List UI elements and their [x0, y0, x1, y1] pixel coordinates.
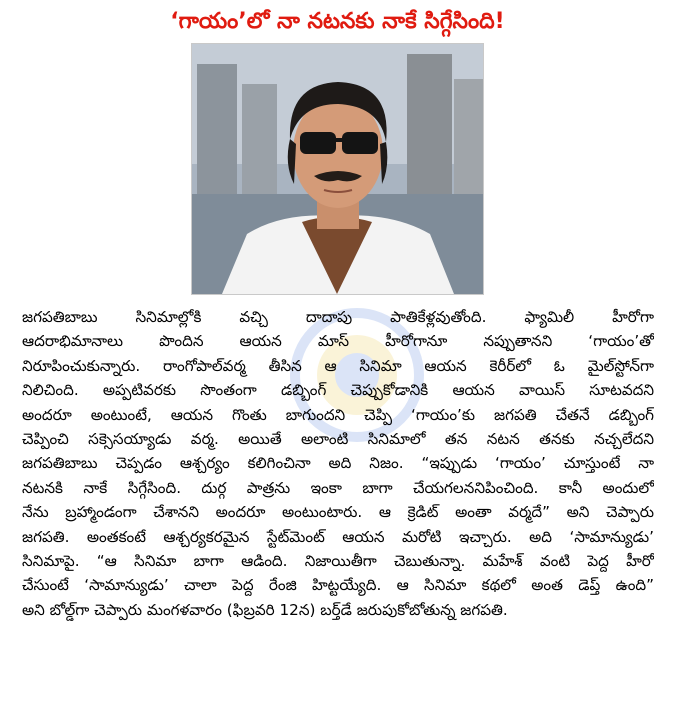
- article-line: చేసుంటే ‘సామాన్యుడు’ చాలా పెద్ద రేంజి హిట్టయ్యేది. ఆ సినిమా కథలో అంత డెప్త్ ఉంది”: [22, 576, 654, 595]
- article-line: జగపతిబాబు చెప్పడం ఆశ్చర్యం కలిగించినా అది నిజం. “ఇప్పుడు ‘గాయం’ చూస్తుంటే నా: [22, 454, 654, 473]
- article-line: ఆదరాభిమానాలు పొందిన ఆయన మాస్ హీరోగానూ నప్పుతానని ‘గాయం’తో: [22, 332, 654, 351]
- article-line: నటనకి నాకే సిగ్గేసింది. దుర్గ పాత్రను ఇంకా బాగా చేయగలననిపించింది. కానీ అందులో: [22, 478, 654, 497]
- article-headline: ‘గాయం’లో నా నటనకు నాకే సిగ్గేసింది!: [170, 9, 505, 34]
- article-line: అని బోల్డ్‌గా చెప్పారు మంగళవారం (ఫిబ్రవరి 12న) బర్త్‌డే జరుపుకోబోతున్న జగపతి.: [22, 600, 508, 619]
- article-line: చెప్పించి సక్సెసయ్యాడు వర్మ. అయితే అలాంటి సినిమాలో తన నటన తనకు నచ్చలేదని: [22, 430, 654, 449]
- article-line: నేను బ్రహ్మాండంగా చేశానని అందరూ అంటుంటారు. ఆ క్రెడిట్ అంతా వర్మదే” అని చెప్పారు: [22, 503, 654, 522]
- article-line: నిరూపించుకున్నారు. రాంగోపాల్‌వర్మ తీసిన ఆ సినిమా ఆయన కెరీర్‌లో ఓ మైల్‌స్టోన్‌గా: [22, 356, 654, 375]
- article-line: నిలిచింది. అప్పటివరకు సొంతంగా డబ్బింగ్ చెప్పుకోడానికి ఆయన వాయిస్ సూటవదని: [22, 381, 654, 400]
- article-line: జగపతి. అంతకంటే ఆశ్చర్యకరమైన స్టేట్‌మెంట్ ఆయన మరోటి ఇచ్చారు. అది ‘సామాన్యుడు’: [22, 527, 654, 546]
- article-line: సినిమాపై. “ఆ సినిమా బాగా ఆడింది. నిజాయితీగా చెబుతున్నా. మహేశ్ వంటి పెద్ద హీరో: [22, 552, 654, 571]
- article-line: జగపతిబాబు సినిమాల్లోకి వచ్చి దాదాపు పాతికేళ్లవుతోంది. ఫ్యామిలీ హీరోగా: [22, 308, 654, 326]
- portrait-illustration: [192, 44, 483, 294]
- portrait-photo: [191, 43, 484, 295]
- article-line: అందరూ అంటుంటే, ఆయన గొంతు బాగుందని చెప్పి ‘గాయం’కు జగపతి చేతనే డబ్బింగ్: [22, 405, 654, 424]
- article-body: [22, 305, 654, 622]
